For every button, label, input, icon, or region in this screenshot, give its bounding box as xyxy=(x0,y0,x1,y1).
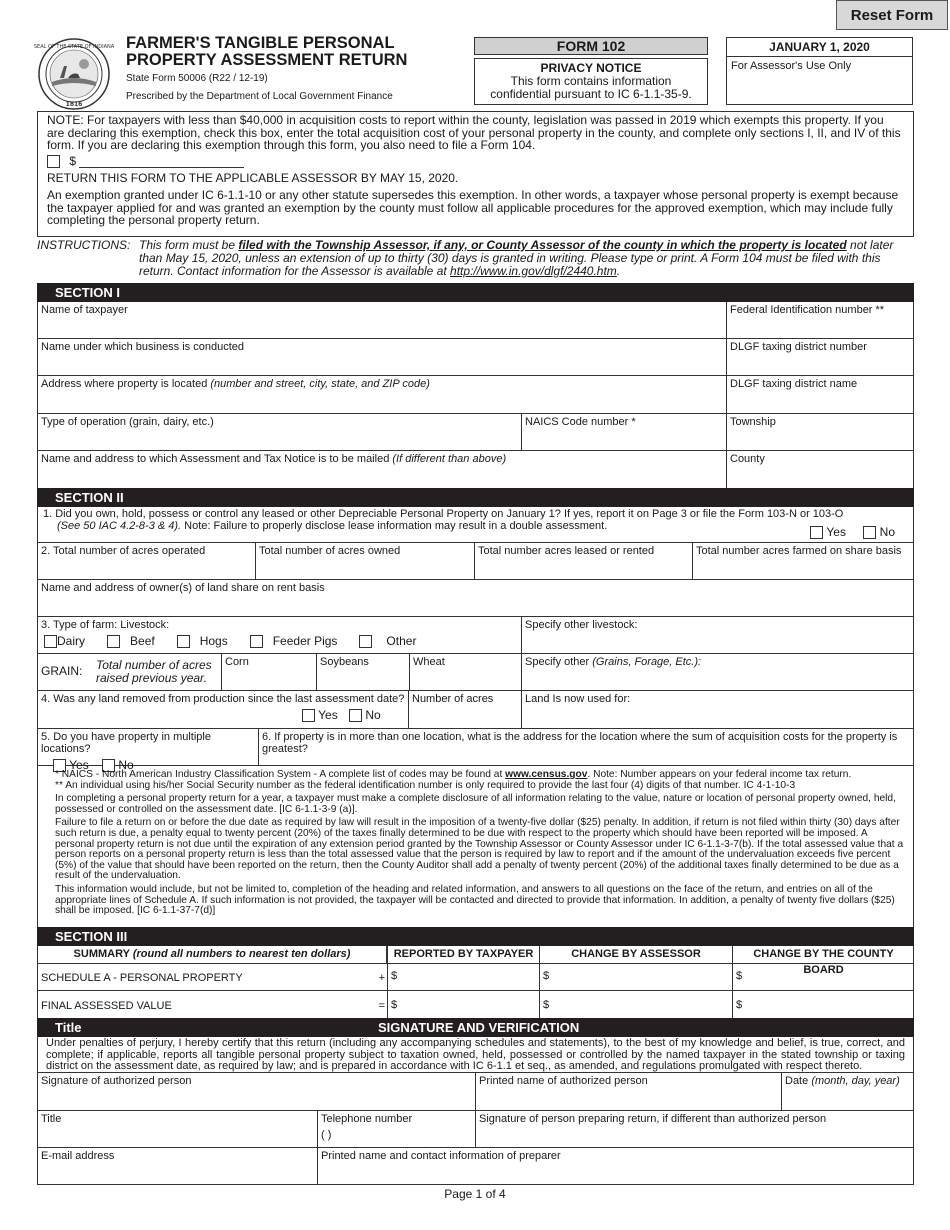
q1-yes-checkbox[interactable] xyxy=(810,526,823,539)
page-number: Page 1 of 4 xyxy=(444,1187,506,1201)
col-county-board: CHANGE BY THE COUNTY BOARD xyxy=(753,948,894,976)
instructions: INSTRUCTIONS: This form must be filed with the Township Assessor, if any, or County Assessor of the county in which the property is located not later than May 15, 2020, unless an extension of up to thirty (30) days is granted in writing. Please type or print. A Form 104 must be filed with this return. Contact information for the Assessor is available at http://www.in.gov/dlgf/2440.htm. xyxy=(37,238,894,278)
assessor-use-box: JANUARY 1, 2020 For Assessor's Use Only xyxy=(726,37,913,105)
livestock-label: Hogs xyxy=(199,634,228,648)
naics-code-field[interactable]: NAICS Code number * xyxy=(522,414,727,450)
livestock-hogs-checkbox[interactable] xyxy=(177,635,190,648)
acres-operated-field[interactable]: 2. Total number of acres operated xyxy=(38,543,256,579)
final-value-board-field[interactable]: $ xyxy=(736,999,743,1011)
section-1-header: SECTION I xyxy=(37,283,914,302)
authorized-signature-field[interactable]: Signature of authorized person xyxy=(38,1073,476,1110)
section-3-header: SECTION III xyxy=(37,927,914,946)
question-5: 5. Do you have property in multiple locations? Yes No xyxy=(38,729,259,765)
signature-grid xyxy=(37,1073,914,1185)
wheat-acres-field[interactable]: Wheat xyxy=(410,654,522,690)
dlgf-link[interactable]: http://www.in.gov/dlgf/2440.htm xyxy=(450,264,617,278)
grain-label: GRAIN: Total number of acres raised previous year. xyxy=(38,654,222,690)
livestock-beef-checkbox[interactable] xyxy=(107,635,120,648)
summary-header: SUMMARY (round all numbers to nearest ten dollars) xyxy=(38,946,387,963)
livestock-feeder-pigs-checkbox[interactable] xyxy=(250,635,263,648)
question-1: 1. Did you own, hold, possess or control any leased or other Depreciable Personal Property on January 1? If yes, report it on Page 3 or file the Form 103-N or 103-O (See 50 IAC 4.2-8-3 & 4). Note: Failure to properly disclose lease information may result in a double assessment. xyxy=(43,508,844,532)
q1-no-checkbox[interactable] xyxy=(863,526,876,539)
svg-text:SEAL OF THE STATE OF INDIANA: SEAL OF THE STATE OF INDIANA xyxy=(33,44,115,50)
exemption-note: NOTE: For taxpayers with less than $40,000 in acquisition costs to report within the county, legislation was passed in 2019 which exempts this property. If you are declaring this exemption, check this box, enter the total acquisition cost of your personal property in the county, and complete only sections I, II, and IV of this form. If you are declaring this exemption through this form, you also need to file a Form 104. $ RETURN THIS FORM TO THE APPLICABLE ASSESSOR BY MAY 15, 2020. An exemption granted under IC 6-1.1-10 or any other statute supersedes this exemption. In other words, a taxpayer whose personal property is exempt because the taxpayer applied for and was granted an exemption by the county must follow all applicable procedures for the approved exemption, which may include fully completing the personal property return. xyxy=(37,111,914,237)
corn-acres-field[interactable]: Corn xyxy=(222,654,317,690)
email-field[interactable]: E-mail address xyxy=(38,1148,318,1184)
township-field[interactable]: Township xyxy=(730,416,776,428)
acres-leased-field[interactable]: Total number acres leased or rented xyxy=(475,543,693,579)
census-link[interactable]: www.census.gov xyxy=(505,769,588,780)
greatest-location-field[interactable]: 6. If property is in more than one location, what is the address for the location where the sum of acquisition costs for the property is greatest? xyxy=(262,731,898,755)
perjury-statement: Under penalties of perjury, I hereby certify that this return (including any accompanying schedules and statements), to the best of my knowledge and belief, is true, correct, and complete; if applicable, reports all tangible personal property subject to taxation owned, held, possessed or controlled by the named taxpayer in the stated township or taxing district on the assessment date, as required by law; and is prepared in accordance with IC 6-1.1 et seq., as amended, and regulations promulgated with respect thereto. xyxy=(37,1036,914,1073)
state-form-number: State Form 50006 (R22 / 12-19) xyxy=(126,73,268,84)
exemption-amount-field[interactable] xyxy=(79,156,244,168)
schedule-a-label: SCHEDULE A - PERSONAL PROPERTY + xyxy=(41,972,385,984)
q4-no-checkbox[interactable] xyxy=(349,709,362,722)
col-assessor: CHANGE BY ASSESSOR xyxy=(540,946,733,963)
indiana-state-seal-icon xyxy=(33,38,115,110)
exemption-checkbox[interactable] xyxy=(47,155,60,168)
taxpayer-name-field[interactable]: Name of taxpayer xyxy=(38,302,727,338)
preparer-info-field[interactable]: Printed name and contact information of preparer xyxy=(321,1150,561,1162)
question-4: 4. Was any land removed from production since the last assessment date? Yes No xyxy=(38,691,409,728)
removed-acres-field[interactable]: Number of acres xyxy=(409,691,522,728)
svg-text:1816: 1816 xyxy=(65,101,83,108)
livestock-other-checkbox[interactable] xyxy=(359,635,372,648)
other-livestock-field[interactable]: Specify other livestock: xyxy=(525,619,638,631)
title-field[interactable]: Title xyxy=(38,1111,318,1147)
livestock-label: Feeder Pigs xyxy=(272,634,338,648)
signature-date-field[interactable]: Date (month, day, year) xyxy=(785,1075,900,1087)
dlgf-district-name-field[interactable]: DLGF taxing district name xyxy=(730,378,858,390)
land-use-field[interactable]: Land Is now used for: xyxy=(525,693,631,705)
fine-print: * NAICS - North American Industry Classification System - A complete list of codes may be found at www.census.gov. Note: Number appears on your federal income tax return. ** An individual using his/her Social Security number as the federal identification number is only required to provide the last four (4) digits of that number. IC 4-1-10-3 In completing a personal property return for a year, a taxpayer must make a complete disclosure of all information relating to the value, nature or location of personal property owned, held, possessed or controlled on the assessment date. [IC 6-1.1-3-9 (a)]. Failure to file a return on or before the due date as required by law will result in the imposition of a twenty-five dollar ($25) penalty. In addition, if return is not filed within thirty (30) days after such return is due, a penalty equal to twenty percent (20%) of the taxes finally determined to be due with respect to the property which should have been reported will be imposed. A personal property return is not due until the expiration of any extension period granted by the Township Assessor or County Assessor under IC 6-1.1-3-7(b). If the total assessed value that a person reports on a personal property return is less than the total assessed value that the person is required by law to report and if the amount of the undervaluation exceeds five percent (5%) of the value that should have been reported on the return, then the County Auditor shall add a penalty of twenty percent (20%) of the additional taxes finally determined to be due as a result of the undervaluation. This information would include, but not be limited to, completion of the heading and related information, and answers to all questions on the face of the return, and entries on all of the appropriate lines of Schedule A. If such information is not provided, the taxpayer will be contacted and directed to provide that information. In addition, a penalty of twenty five dollars ($25) shall be imposed. [IC 6-1.1-37-7(d)] xyxy=(55,769,904,917)
other-grain-field[interactable]: Specify other (Grains, Forage, Etc.): xyxy=(525,656,702,668)
section-1-grid xyxy=(37,302,914,488)
land-share-owner-field[interactable]: Name and address of owner(s) of land share on rent basis xyxy=(41,582,325,594)
federal-id-field[interactable]: Federal Identification number ** xyxy=(730,304,885,316)
authorized-printed-name-field[interactable]: Printed name of authorized person xyxy=(476,1073,782,1110)
form-title: FARMER'S TANGIBLE PERSONAL PROPERTY ASSESSMENT RETURN xyxy=(126,34,408,69)
summary-table xyxy=(37,946,914,1018)
reset-form-button[interactable]: Reset Form xyxy=(836,0,948,30)
final-value-assessor-field[interactable]: $ xyxy=(540,991,733,1018)
livestock-dairy-checkbox[interactable] xyxy=(44,635,57,648)
telephone-field[interactable]: Telephone number ( ) xyxy=(318,1111,476,1147)
fine-print-border xyxy=(37,765,914,927)
acres-share-field[interactable]: Total number acres farmed on share basis xyxy=(696,545,902,557)
property-address-field[interactable]: Address where property is located (number and street, city, state, and ZIP code) xyxy=(38,376,727,413)
dlgf-district-number-field[interactable]: DLGF taxing district number xyxy=(730,341,867,353)
livestock-label: Beef xyxy=(130,634,155,648)
section-2-header: SECTION II xyxy=(37,488,914,507)
form-number-box: FORM 102 xyxy=(474,37,708,55)
operation-type-field[interactable]: Type of operation (grain, dairy, etc.) xyxy=(38,414,522,450)
schedule-a-assessor-field[interactable]: $ xyxy=(540,964,733,990)
section-2-grid: 1. Did you own, hold, possess or control any leased or other Depreciable Personal Property on January 1? If yes, report it on Page 3 or file the Form 103-N or 103-O (See 50 IAC 4.2-8-3 & 4). Note: Failure to properly disclose lease information may result in a double assessment. Yes No 2. Total number of acres operated Total number of acres owned Total number acres leased or rented Total number acres farmed on share basis Name and address of owner(s) of land share on rent basis 3. Type of farm: Livestock: Dairy Beef Hogs Feeder Pigs Other Specify other livestock: GRAIN: Total number of acres raised previous year. Corn Soybeans Wheat Specify other (Grains, Forage, Etc.): 4. Was any land removed from production since the last assessment date? Yes No Number of acres Land Is now used for: 5. Do you have property in multiple locations? Yes No 6. If property is in more than one location, what is the address for the location where the sum of acquisition costs for the property is greatest? xyxy=(37,507,914,766)
livestock-label: Other xyxy=(386,634,417,648)
preparer-signature-field[interactable]: Signature of person preparing return, if different than authorized person xyxy=(479,1113,827,1125)
prescribed-by: Prescribed by the Department of Local Government Finance xyxy=(126,91,393,102)
county-field[interactable]: County xyxy=(730,453,765,465)
mailing-address-field[interactable]: Name and address to which Assessment and Tax Notice is to be mailed (If different than above) xyxy=(38,451,727,488)
business-name-field[interactable]: Name under which business is conducted xyxy=(38,339,727,375)
soybeans-acres-field[interactable]: Soybeans xyxy=(317,654,410,690)
schedule-a-taxpayer-field[interactable]: $ xyxy=(387,964,540,990)
schedule-a-board-field[interactable]: $ xyxy=(736,970,743,982)
livestock-type: 3. Type of farm: Livestock: Dairy Beef Hogs Feeder Pigs Other xyxy=(38,617,522,653)
privacy-notice: PRIVACY NOTICE This form contains information confidential pursuant to IC 6-1.1-35-9. xyxy=(474,58,708,105)
final-value-label: FINAL ASSESSED VALUE = xyxy=(41,1000,385,1012)
q4-yes-checkbox[interactable] xyxy=(302,709,315,722)
livestock-label: Dairy xyxy=(57,634,86,648)
acres-owned-field[interactable]: Total number of acres owned xyxy=(256,543,475,579)
col-taxpayer: REPORTED BY TAXPAYER xyxy=(387,946,540,963)
final-value-taxpayer-field[interactable]: $ xyxy=(387,991,540,1018)
section-4-header: Title SIGNATURE AND VERIFICATION xyxy=(37,1018,914,1037)
